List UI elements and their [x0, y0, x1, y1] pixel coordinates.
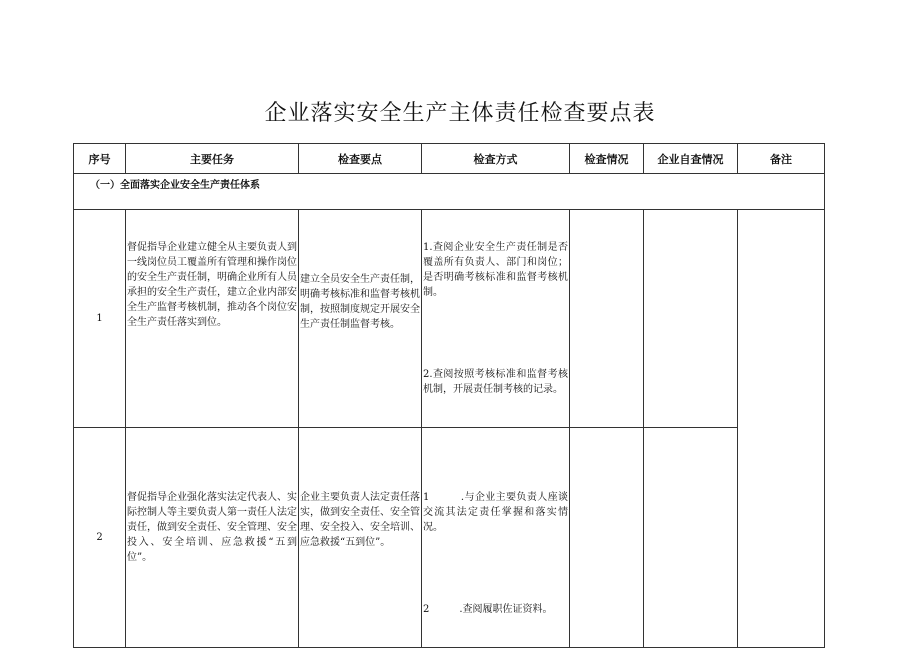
points-cell — [299, 428, 422, 648]
status-cell — [570, 428, 644, 648]
task-cell — [126, 428, 299, 648]
table-row — [74, 210, 825, 428]
table-row — [74, 428, 825, 648]
method-text-2: 2 .查阅履职佐证资料。 — [423, 604, 553, 615]
row-number: 1 — [74, 210, 126, 428]
header-points: 检查要点 — [299, 144, 422, 174]
method-cell — [422, 428, 570, 648]
points-text: 企业主要负责人法定责任落实，做到安全责任、安全管理、安全投入、安全培训、应急救援“五到位”。 — [300, 492, 420, 548]
method-text-1: 1 .与企业主要负责人座谈交流其法定责任掌握和落实情况。 — [423, 492, 568, 533]
points-text: 建立全员安全生产责任制，明确考核标准和监督考核机制，按照制度规定开展安全生产责任制监督考核。 — [300, 274, 420, 330]
section-title: （一）全面落实企业安全生产责任体系 — [74, 174, 825, 210]
task-text: 督促指导企业强化落实法定代表人、实际控制人等主要负责人第一责任人法定责任，做到安全责任、安全管理、安全投入、安全培训、应急救援“五到位”。 — [127, 492, 297, 563]
task-text: 督促指导企业建立健全从主要负责人到一线岗位员工覆盖所有管理和操作岗位的安全生产责任制，明确企业所有人员承担的安全生产责任，建立企业内部安全生产监督考核机制，推动各个岗位安全生产责任落实到位。 — [127, 242, 297, 328]
method-cell — [422, 210, 570, 428]
status-cell — [570, 210, 644, 428]
page-title: 企业落实安全生产主体责任检查要点表 — [264, 101, 656, 126]
header-remarks: 备注 — [738, 144, 825, 174]
method-text-2: 2.查阅按照考核标准和监督考核机制，开展责任制考核的记录。 — [423, 369, 568, 395]
header-no: 序号 — [74, 144, 126, 174]
points-cell — [299, 210, 422, 428]
header-self-check: 企业自查情况 — [644, 144, 738, 174]
header-method: 检查方式 — [422, 144, 570, 174]
section-row — [74, 174, 825, 210]
header-status: 检查情况 — [570, 144, 644, 174]
header-task: 主要任务 — [126, 144, 299, 174]
inspection-table — [73, 143, 825, 648]
remarks-cell — [738, 210, 825, 648]
header-row — [74, 144, 825, 174]
row-number: 2 — [74, 428, 126, 648]
method-text-1: 1.查阅企业安全生产责任制是否覆盖所有负责人、部门和岗位；是否明确考核标准和监督考核机制。 — [423, 242, 568, 298]
task-cell — [126, 210, 299, 428]
self-check-cell — [644, 428, 738, 648]
self-check-cell — [644, 210, 738, 428]
